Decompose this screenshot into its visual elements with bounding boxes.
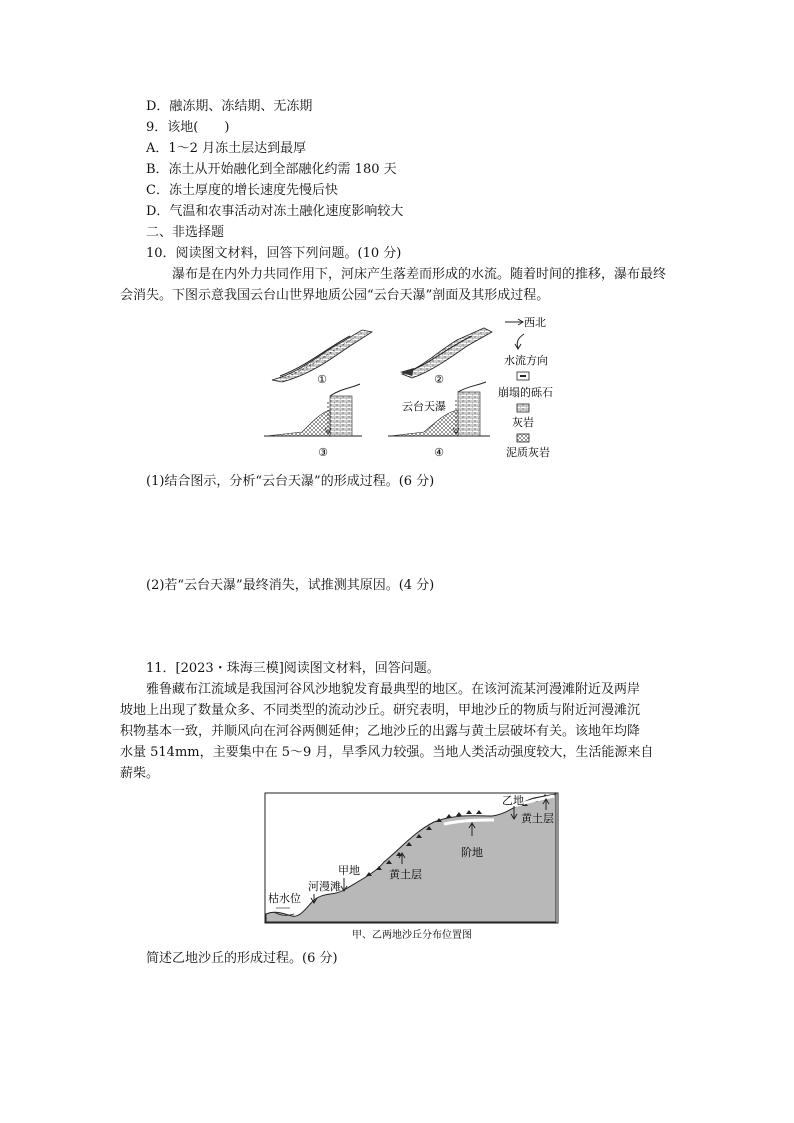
q11-material-2: 坡地上出现了数量众多、不同类型的流动沙丘。研究表明，甲地沙丘的物质与附近河漫滩沉 — [120, 703, 641, 718]
panel-1 — [272, 330, 372, 386]
q11-stem: 11．[2023・珠海三模]阅读图文材料，回答问题。 — [146, 661, 440, 676]
marl-label: 泥质灰岩 — [506, 446, 550, 459]
q11-material-5: 薪柴。 — [120, 766, 160, 781]
panel-1-label: ① — [317, 373, 327, 386]
q10-stem: 10．阅读图文材料，回答下列问题。(10 分) — [146, 246, 402, 261]
limestone-label: 灰岩 — [512, 416, 534, 429]
q10-sub2: (2)若“云台天瀑”最终消失，试推测其原因。(4 分) — [146, 578, 435, 593]
q10-material-line1: 瀑布是在内外力共同作用下，河床产生落差而形成的水流。随着时间的推移，瀑布最终 — [172, 267, 667, 282]
waterfall-figure — [262, 312, 562, 462]
northwest-label: 西北 — [524, 316, 546, 329]
q11-material-1: 雅鲁藏布江流域是我国河谷风沙地貌发育最典型的地区。在该河流某河漫滩附近及两岸 — [146, 682, 641, 697]
marl-swatch-icon — [517, 434, 529, 442]
q9-stem: 9．该地( ) — [146, 120, 230, 135]
panel-2-label: ② — [434, 373, 444, 386]
q8-option-d: D．融冻期、冻结期、无冻期 — [146, 99, 313, 114]
q9-option-b: B．冻土从开始融化到全部融化约需 180 天 — [146, 162, 397, 177]
panel-3-label: ③ — [318, 446, 328, 459]
q11-material-3: 积物基本一致，并顺风向在河谷两侧延伸；乙地沙丘的出露与黄土层破坏有关。该地年均降 — [120, 724, 641, 739]
flow-arrow-icon — [517, 334, 524, 348]
section-heading: 二、非选择题 — [146, 225, 225, 240]
q11-material-4: 水量 514mm，主要集中在 5～9 月，旱季风力较强。当地人类活动强度较大，生活能源来自 — [120, 745, 654, 760]
panel-4 — [388, 382, 490, 459]
limestone-swatch-icon — [517, 404, 529, 412]
floodplain-label: 河漫滩 — [308, 880, 341, 893]
panel-3 — [264, 384, 362, 459]
panel-4-label: ④ — [434, 446, 444, 459]
q9-option-a: A．1～2 月冻土层达到最厚 — [146, 141, 307, 156]
loess-mid-label: 黄土层 — [389, 868, 422, 881]
dune-figure-caption: 甲、乙两地沙丘分布位置图 — [352, 930, 472, 941]
q10-sub1: (1)结合图示，分析“云台天瀑”的形成过程。(6 分) — [146, 474, 435, 489]
dune-figure — [264, 792, 560, 942]
panel-2 — [400, 328, 492, 386]
legend — [498, 316, 553, 459]
terrace-label: 阶地 — [461, 846, 483, 859]
jia-label: 甲地 — [338, 864, 360, 877]
q9-option-c: C．冻土厚度的增长速度先慢后快 — [146, 183, 338, 198]
low-water-label: 枯水位 — [268, 892, 301, 905]
waterfall-label: 云台天瀑 — [402, 400, 446, 413]
q9-option-d: D．气温和农事活动对冻土融化速度影响较大 — [146, 204, 404, 219]
flow-label: 水流方向 — [504, 354, 548, 367]
loess-top-label: 黄土层 — [521, 812, 554, 825]
rubble-label: 崩塌的砾石 — [498, 386, 553, 399]
q11-question: 简述乙地沙丘的形成过程。(6 分) — [146, 951, 338, 966]
yi-label: 乙地 — [502, 794, 524, 807]
q10-material-line2: 会消失。下图示意我国云台山世界地质公园“云台天瀑”剖面及其形成过程。 — [120, 288, 550, 303]
